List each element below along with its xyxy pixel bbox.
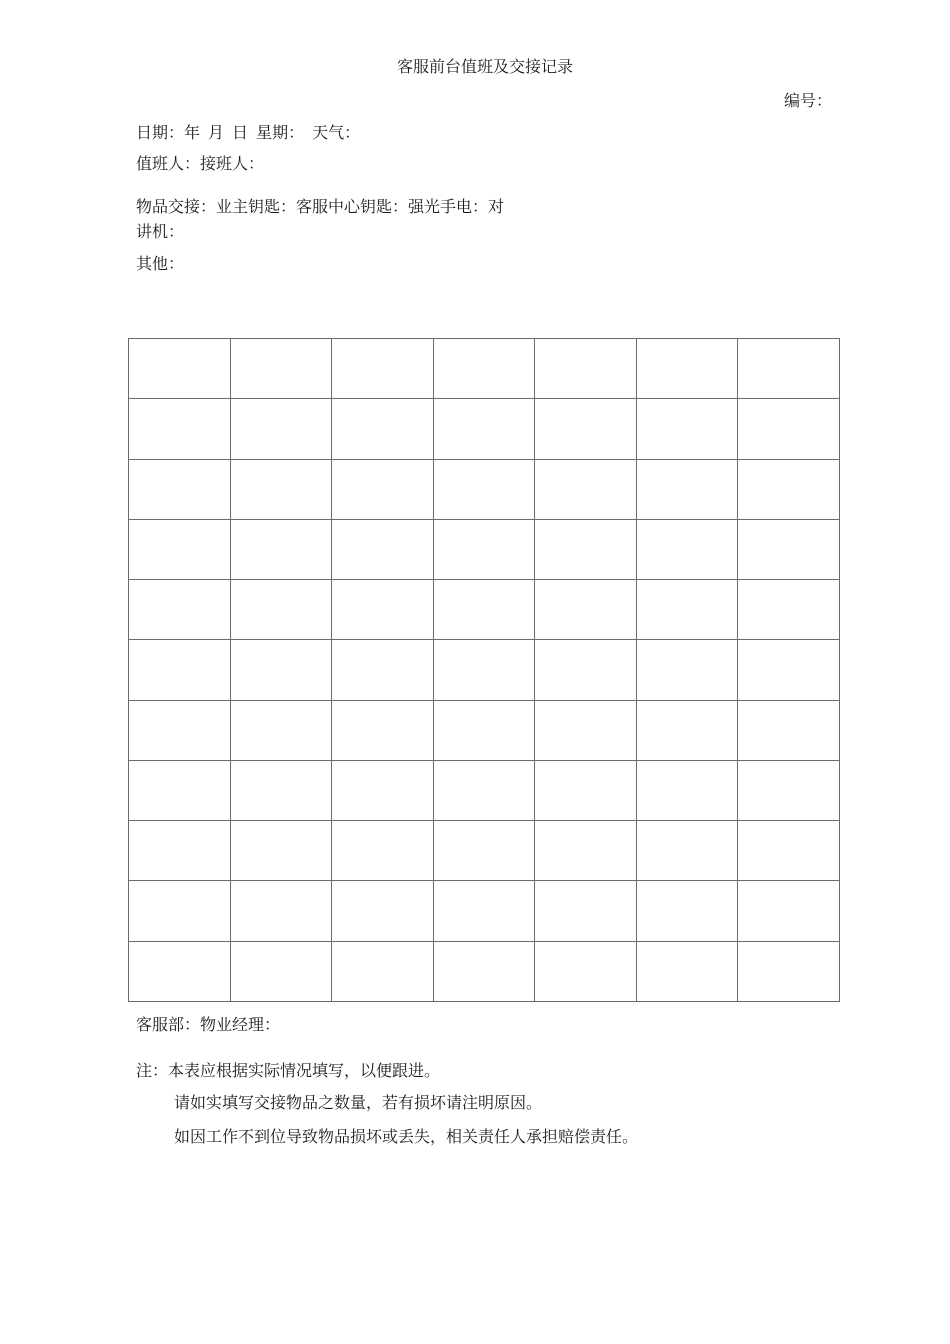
- table-cell[interactable]: [230, 399, 332, 459]
- table-row: [129, 459, 840, 519]
- on-duty-label: 值班人：: [136, 154, 201, 173]
- table-cell[interactable]: [738, 580, 840, 640]
- table-cell[interactable]: [230, 881, 332, 941]
- table-cell[interactable]: [230, 640, 332, 700]
- table-cell[interactable]: [129, 519, 231, 579]
- table-cell[interactable]: [738, 760, 840, 820]
- table-cell[interactable]: [230, 821, 332, 881]
- weekday-label: 星期：: [256, 123, 305, 142]
- table-cell[interactable]: [129, 881, 231, 941]
- table-cell[interactable]: [332, 760, 434, 820]
- table-cell[interactable]: [535, 339, 637, 399]
- table-cell[interactable]: [738, 941, 840, 1001]
- table-cell[interactable]: [129, 700, 231, 760]
- handover-record-table-body: [129, 339, 840, 1002]
- table-cell[interactable]: [636, 519, 738, 579]
- day-label: 日: [232, 123, 249, 142]
- handover-record-table: [128, 338, 840, 1002]
- table-cell[interactable]: [636, 459, 738, 519]
- table-cell[interactable]: [129, 760, 231, 820]
- weather-label: 天气：: [312, 123, 361, 142]
- table-cell[interactable]: [332, 339, 434, 399]
- table-cell[interactable]: [738, 399, 840, 459]
- table-cell[interactable]: [129, 399, 231, 459]
- table-cell[interactable]: [433, 821, 535, 881]
- signature-line: 客服部：物业经理：: [136, 1015, 281, 1034]
- month-label: 月: [208, 123, 225, 142]
- document-title: 客服前台值班及交接记录: [396, 57, 573, 76]
- table-cell[interactable]: [535, 881, 637, 941]
- table-row: [129, 941, 840, 1001]
- table-cell[interactable]: [129, 640, 231, 700]
- table-cell[interactable]: [535, 941, 637, 1001]
- note-line: 请如实填写交接物品之数量，若有损坏请注明原因。: [174, 1093, 543, 1112]
- table-cell[interactable]: [129, 459, 231, 519]
- table-cell[interactable]: [738, 339, 840, 399]
- table-cell[interactable]: [636, 640, 738, 700]
- table-cell[interactable]: [535, 821, 637, 881]
- table-cell[interactable]: [738, 821, 840, 881]
- table-cell[interactable]: [535, 399, 637, 459]
- table-row: [129, 399, 840, 459]
- table-row: [129, 339, 840, 399]
- table-cell[interactable]: [636, 821, 738, 881]
- table-cell[interactable]: [433, 399, 535, 459]
- table-row: [129, 881, 840, 941]
- table-cell[interactable]: [738, 700, 840, 760]
- table-cell[interactable]: [535, 700, 637, 760]
- table-cell[interactable]: [332, 881, 434, 941]
- table-row: [129, 821, 840, 881]
- table-cell[interactable]: [535, 760, 637, 820]
- table-cell[interactable]: [230, 339, 332, 399]
- table-cell[interactable]: [433, 941, 535, 1001]
- items-handover-line: 物品交接：业主钥匙：客服中心钥匙：强光手电：对: [136, 197, 505, 216]
- table-cell[interactable]: [535, 580, 637, 640]
- table-cell[interactable]: [129, 821, 231, 881]
- items-handover-line-continued: 讲机：: [136, 222, 185, 241]
- table-cell[interactable]: [129, 580, 231, 640]
- table-cell[interactable]: [636, 700, 738, 760]
- table-cell[interactable]: [535, 459, 637, 519]
- table-cell[interactable]: [535, 519, 637, 579]
- table-cell[interactable]: [433, 339, 535, 399]
- serial-number-label: 编号：: [783, 91, 832, 110]
- table-cell[interactable]: [332, 580, 434, 640]
- table-cell[interactable]: [535, 640, 637, 700]
- table-cell[interactable]: [636, 881, 738, 941]
- table-cell[interactable]: [433, 640, 535, 700]
- table-cell[interactable]: [738, 519, 840, 579]
- table-cell[interactable]: [332, 399, 434, 459]
- table-cell[interactable]: [129, 941, 231, 1001]
- table-cell[interactable]: [636, 399, 738, 459]
- table-cell[interactable]: [738, 881, 840, 941]
- note-line: 如因工作不到位导致物品损坏或丢失，相关责任人承担赔偿责任。: [174, 1127, 639, 1146]
- table-cell[interactable]: [636, 339, 738, 399]
- table-cell[interactable]: [332, 519, 434, 579]
- table-cell[interactable]: [433, 760, 535, 820]
- table-cell[interactable]: [230, 459, 332, 519]
- table-cell[interactable]: [332, 941, 434, 1001]
- table-cell[interactable]: [332, 821, 434, 881]
- table-cell[interactable]: [636, 941, 738, 1001]
- table-cell[interactable]: [129, 339, 231, 399]
- table-row: [129, 580, 840, 640]
- year-label: 年: [184, 123, 201, 142]
- table-cell[interactable]: [433, 519, 535, 579]
- table-cell[interactable]: [433, 459, 535, 519]
- table-row: [129, 760, 840, 820]
- date-line: [136, 123, 360, 143]
- table-cell[interactable]: [636, 760, 738, 820]
- table-cell[interactable]: [636, 580, 738, 640]
- table-cell[interactable]: [230, 941, 332, 1001]
- table-row: [129, 519, 840, 579]
- table-cell[interactable]: [332, 700, 434, 760]
- note-line: 注：本表应根据实际情况填写，以便跟进。: [136, 1061, 441, 1080]
- duty-line: [136, 154, 264, 174]
- table-cell[interactable]: [230, 700, 332, 760]
- table-row: [129, 700, 840, 760]
- table-cell[interactable]: [332, 459, 434, 519]
- table-cell[interactable]: [230, 580, 332, 640]
- table-cell[interactable]: [433, 700, 535, 760]
- table-cell[interactable]: [433, 881, 535, 941]
- table-cell[interactable]: [738, 459, 840, 519]
- table-row: [129, 640, 840, 700]
- table-cell[interactable]: [433, 580, 535, 640]
- table-cell[interactable]: [738, 640, 840, 700]
- table-cell[interactable]: [230, 760, 332, 820]
- other-label: 其他：: [136, 254, 185, 273]
- successor-label: 接班人：: [200, 154, 265, 173]
- table-cell[interactable]: [230, 519, 332, 579]
- table-cell[interactable]: [332, 640, 434, 700]
- date-label: 日期：: [136, 123, 185, 142]
